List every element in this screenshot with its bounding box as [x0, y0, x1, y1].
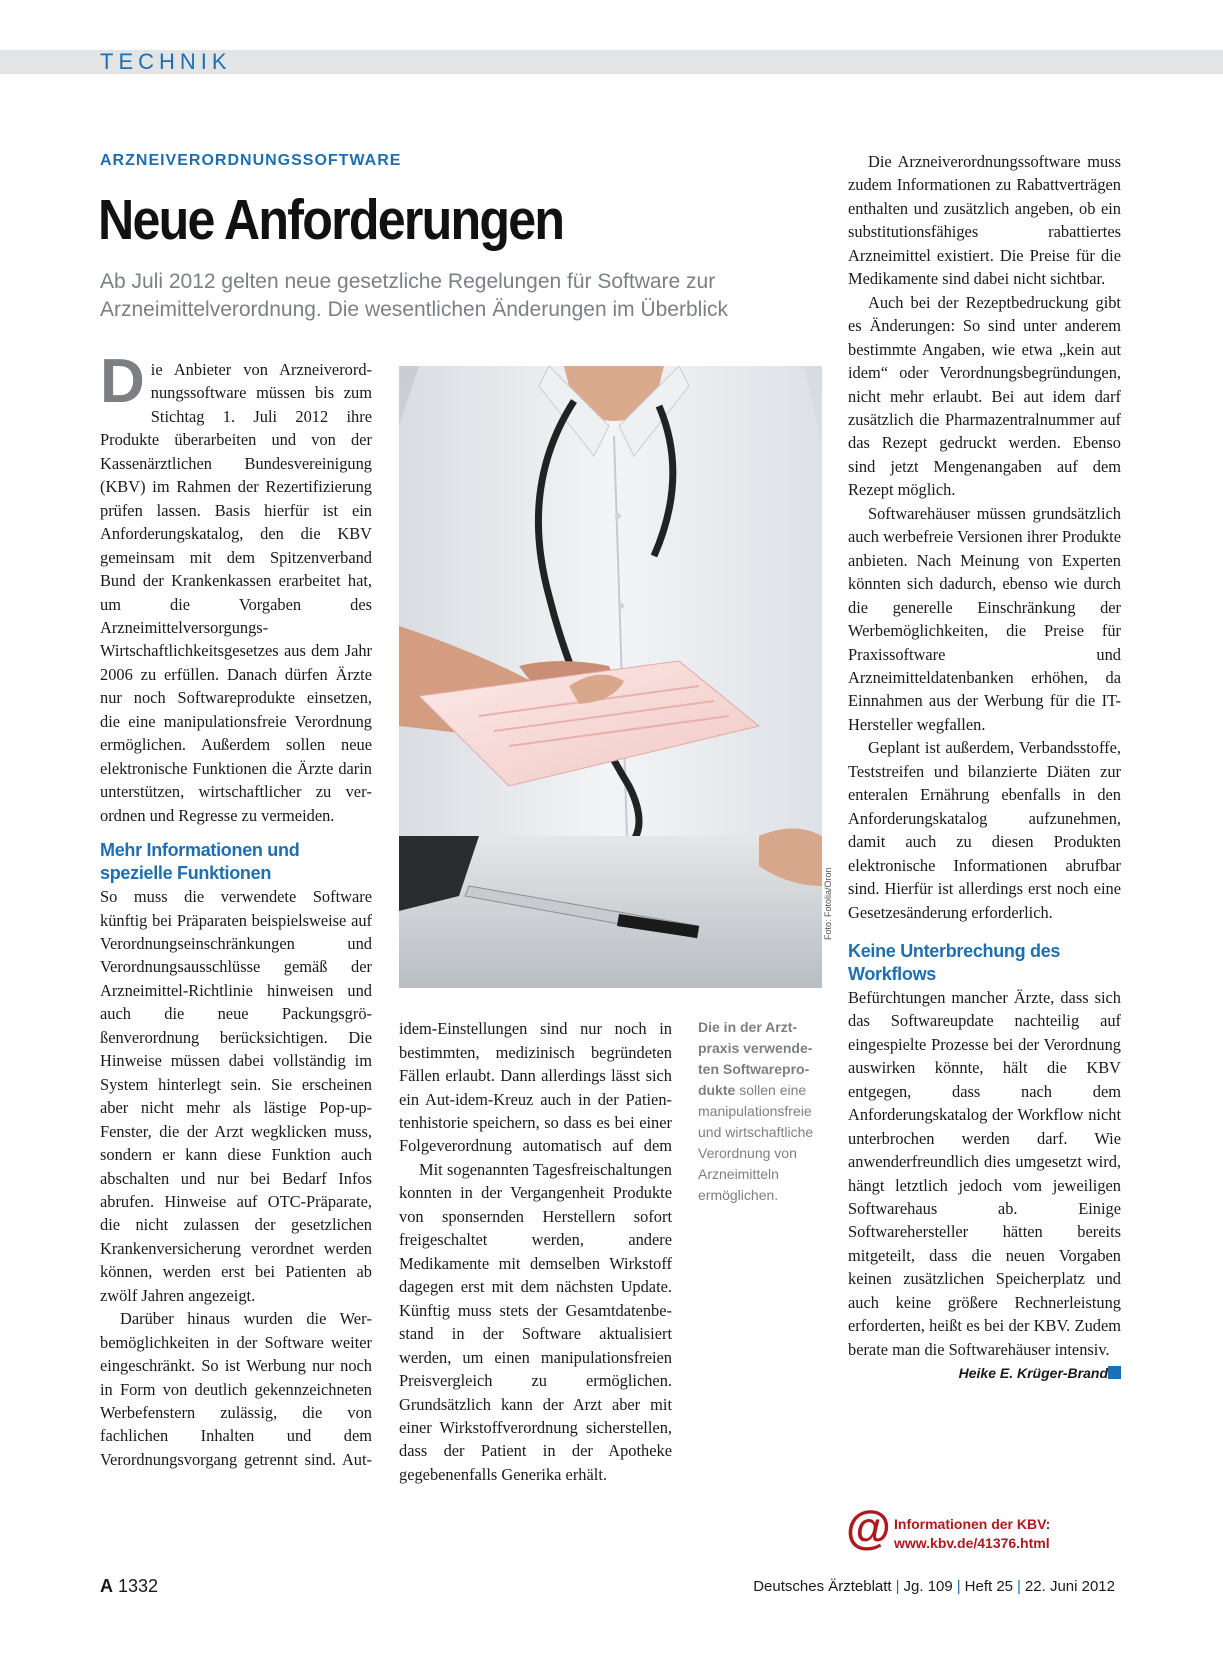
- section-label: TECHNIK: [100, 49, 232, 74]
- article-kicker: ARZNEIVERORDNUNGSSOFTWARE: [100, 152, 402, 169]
- caption-bold: Die in der Arztpraxis verwendeten Softwareprodukte: [698, 1019, 813, 1098]
- doctor-prescription-image: [399, 366, 822, 988]
- journal-name: Deutsches Ärzteblatt: [753, 1578, 892, 1595]
- intro-text: ie Anbieter von Arzneiverordnungssoftware müssen bis zum Stichtag 1. Juli 2012 ihre Produkte überarbeiten und von der Kassenärztlichen Bundesvereinigung (KBV) im Rahmen der Rezertifizierung prüfen lassen. Basis hierfür ist ein Anforderungskatalog, den die KBV gemeinsam mit dem Spitzenverband Bund der Krankenkassen erarbeitet hat, um die Vorgaben des Arzneimittelversorgungs-Wirtschaftlichkeitsgesetzes aus dem Jahr 2006 zu erfüllen. Danach dürfen Ärzte nur noch Softwareprodukte einsetzen, die eine manipulationsfreie Verordnung ermöglichen. Außerdem sollen neue elektronische Funktionen die Ärzte darin unterstützen, wirtschaftlicher zu verordnen und Regresse zu vermeiden.: [100, 360, 372, 825]
- paragraph-3: Darüber hinaus wurden die Werbemöglichkeiten in der Software weiter eingeschränkt. So ist Werbung nur noch in Form von deutlich gekennzeichneten Werbefenstern zulässig, die von fachlichen Inhalten und dem Verordnungsvorgang getrennt sind. Aut-: [100, 1309, 372, 1469]
- info-box: [894, 1515, 1050, 1553]
- footer-publication-info: [753, 1578, 1115, 1595]
- paragraph-2: So muss die verwendete Software künftig bei Präparaten beispielsweise auf Verordnungseinschränkungen und Verordnungsausschlüsse gemäß der Arzneimittel-Richtlinie hinweisen und auch die neue Packungsgrößenverordnung berücksichtigen. Die Hinweise müssen dabei vollständig im System hinterlegt sein. Sie erscheinen aber nicht mehr als lästige Pop-up-Fenster, die der Arzt wegklicken muss, sondern er kann diese Funktion auch abschalten und nur bei Bedarf Infos abrufen. Hinweise auf OTC-Präparate, die nicht zulassen der gesetzlichen Krankenversicherung verordnet werden können, werden erst bei Patienten ab zwölf Jahren angezeigt.: [100, 887, 372, 1305]
- separator: |: [956, 1578, 961, 1595]
- article-column-middle: [399, 1017, 672, 1486]
- photo-caption: [698, 1017, 828, 1206]
- page-number-value: 1332: [118, 1576, 159, 1596]
- paragraph-3-continued: [399, 1017, 672, 1158]
- article-subheadline: Ab Juli 2012 gelten neue gesetzliche Regelungen für Software zur Arzneimittelverordnung. Die wesentlichen Änderungen im Überblick: [100, 270, 728, 321]
- paragraph-6: Auch bei der Rezeptbedruckung gibt es Änderungen: So sind unter anderem bestimmte Angaben, wie etwa „kein aut idem“ oder Verordnungsbegründungen, nicht mehr erlaubt. Bei aut idem darf zusätzlich die Pharmazentralnummer auf das Rezept gedruckt werden. Ebenso sind jetzt Mengenangaben auf dem Rezept möglich.: [848, 292, 1121, 500]
- paragraph-4: Mit sogenannten Tagesfreischaltungen konnten in der Vergangenheit Produkte von sponsernden Herstellern sofort freigeschaltet werden, andere Medikamente mit demselben Wirkstoff dagegen erst mit dem nächsten Update. Künftig muss stets der Gesamtdatenbestand in der Software aktualisiert werden, um einen manipulationsfreien Preisvergleich zu ermöglichen. Grundsätzlich kann der Arzt aber mit einer Wirkstoffverordnung sicherstellen, dass der Patient in der Apotheke gegebenenfalls Generika erhält.: [399, 1160, 672, 1484]
- paragraph-7: Softwarehäuser müssen grundsätzlich auch werbefreie Versionen ihrer Produkte anbieten. Nach Meinung von Experten könnten sich dadurch, ebenso wie durch die generelle Einschränkung der Werbemöglichkeiten, die Preise für Praxissoftware und Arzneimitteldatenbanken erhöhen, da Einnahmen aus der Werbung für die IT-Hersteller wegfallen.: [848, 503, 1121, 734]
- article-headline: Neue Anforderungen: [98, 188, 564, 252]
- caption-text: sollen eine manipulationsfreie und wirtschaftliche Verordnung von Arzneimitteln ermöglichen.: [698, 1082, 814, 1203]
- photo-credit: Foto: Fotolia/Oron: [823, 867, 833, 940]
- paragraph-3-continued-text: idem-Einstellungen sind nur noch in bestimmten, medizinisch begründeten Fällen erlaubt. Dann allerdings lässt sich ein Aut-idem-Kreuz auch in der Patientenhistorie speichern, so dass es bei einer Folgeverordnung automatisch auf dem: [399, 1019, 672, 1156]
- at-sign-icon: @: [846, 1501, 891, 1553]
- issue: Heft 25: [964, 1578, 1014, 1595]
- volume: Jg. 109: [903, 1578, 953, 1595]
- paragraph-8: Geplant ist außerdem, Verbandsstoffe, Teststreifen und bilanzierte Diäten zur enteralen Ernährung ebenfalls in den Anforderungskatalog aufzunehmen, damit auch zu diesen Produkten elektronische Informationen abrufbar sind. Hierfür ist allerdings erst noch eine Gesetzesänderung erforderlich.: [848, 738, 1121, 922]
- issue-date: 22. Juni 2012: [1024, 1578, 1115, 1595]
- dropcap: D: [100, 347, 145, 416]
- subheading-more-information: Mehr Informationen und spezielle Funktionen: [100, 840, 300, 884]
- article-end-mark: [1108, 1366, 1121, 1379]
- paragraph-9-text: Befürchtungen mancher Ärzte, dass sich das Softwareupdate nachteilig auf eingespielte Prozesse bei der Verordnung auswirken könnte, hält die KBV entgegen, dass nach dem Anforderungskatalog der Workflow nicht unterbrochen werden darf. Wie anwenderfreundlich dies umgesetzt wird, hängt letztlich jedoch vom jeweiligen Softwarehaus ab. Einige Softwarehersteller hätten bereits mitgeteilt, dass die neuen Vorgaben keinen zusätzlichen Speicherplatz und auch keine größere Rechnerleistung erforderten, heißt es bei der KBV. Zudem berate man die Softwarehäuser intensiv.: [848, 987, 1121, 1359]
- info-label: Informationen der KBV:: [894, 1516, 1051, 1532]
- page-number: [100, 1576, 158, 1597]
- subheading-workflow: Keine Unterbrechung des Workflows: [848, 940, 1061, 984]
- paragraph-9: [848, 986, 1121, 1361]
- page-prefix: A: [100, 1576, 113, 1596]
- separator: |: [895, 1578, 900, 1595]
- separator: |: [1017, 1578, 1021, 1595]
- paragraph-5: Die Arzneiverordnungssoftware muss zudem Informationen zu Rabattverträgen enthalten und zusätzlich angeben, ob ein substitutionsfähiges rabattiertes Arzneimittel existiert. Die Preise für die Medikamente sind dabei nicht sichtbar.: [848, 152, 1121, 289]
- author-name: Heike E. Krüger-Brand: [958, 1365, 1108, 1382]
- article-photo: [399, 366, 822, 988]
- info-link[interactable]: www.kbv.de/41376.html: [894, 1535, 1050, 1551]
- article-column-left: [100, 347, 372, 1470]
- article-column-right: [848, 150, 1121, 1383]
- intro-paragraph: [100, 347, 372, 827]
